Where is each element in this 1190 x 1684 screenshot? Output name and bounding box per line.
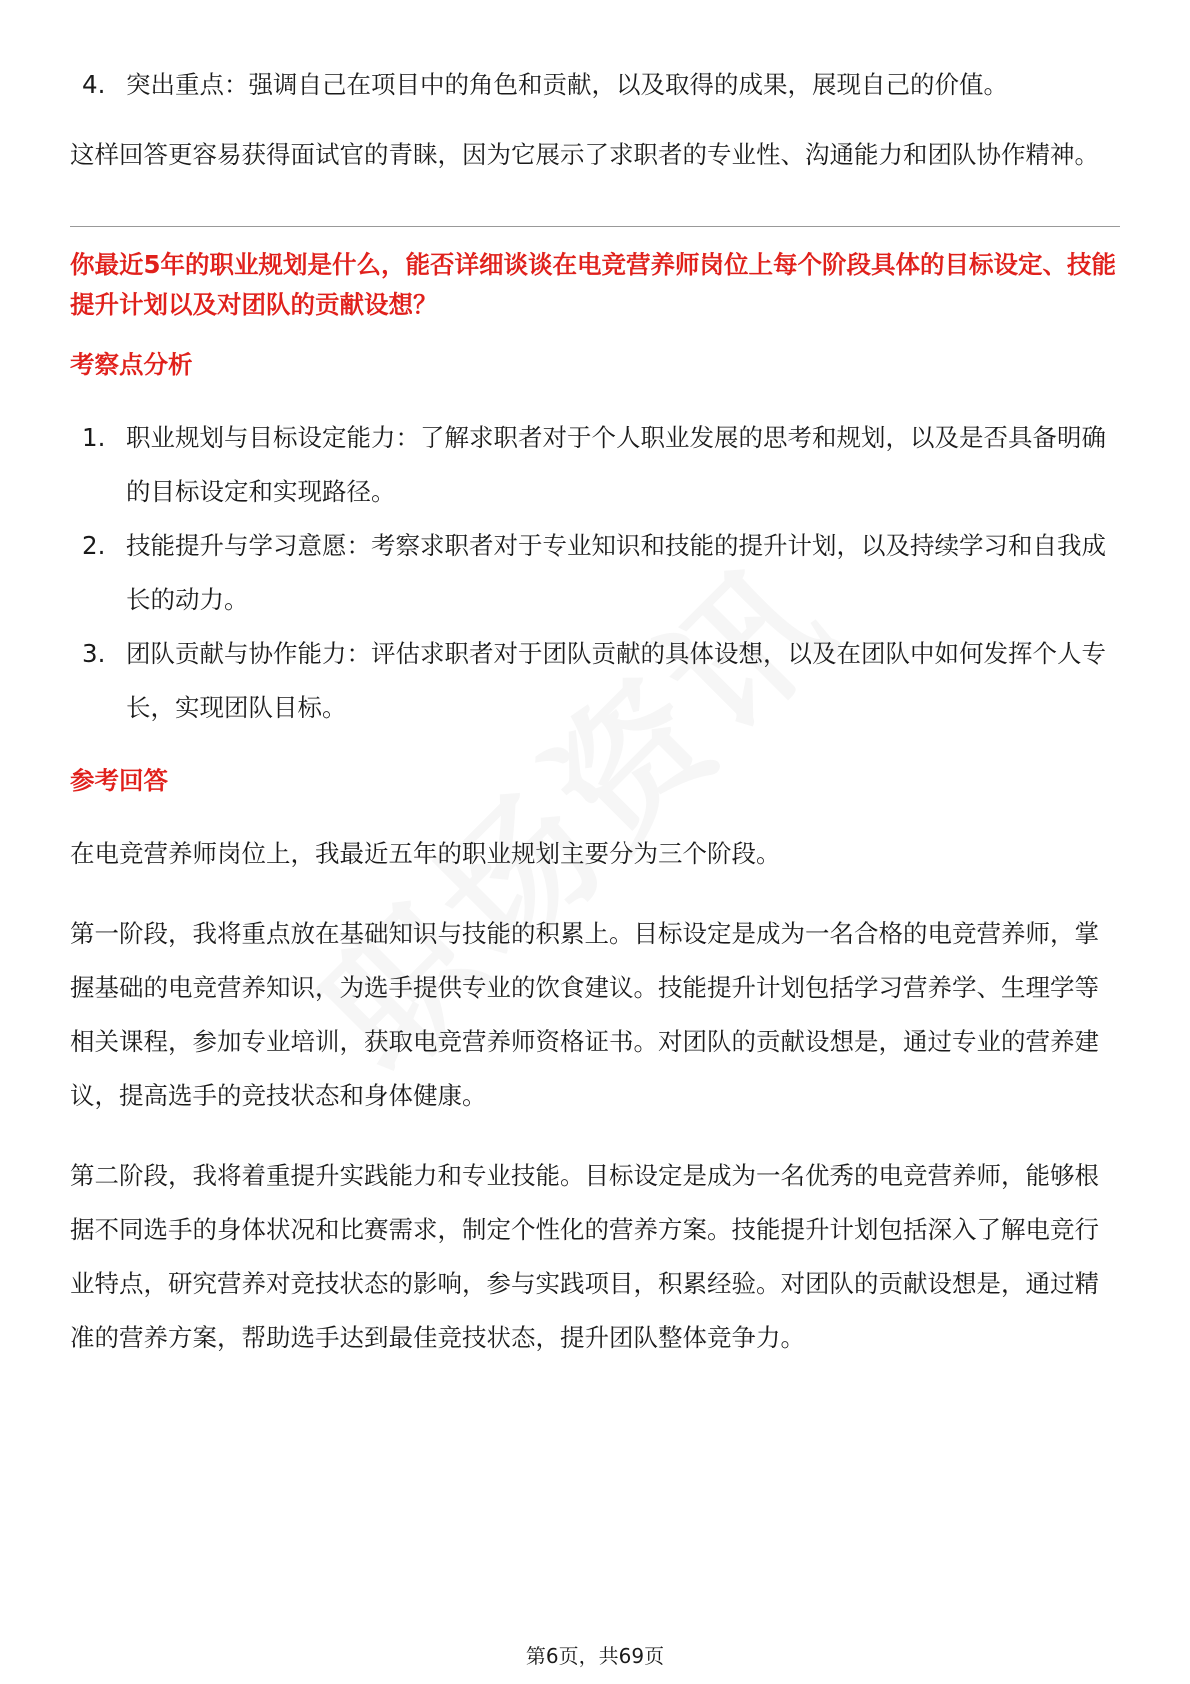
analysis-title: 考察点分析 (70, 350, 193, 379)
page-content (70, 58, 1120, 1365)
answer-paragraph: 第一阶段，我将重点放在基础知识与技能的积累上。目标设定是成为一名合格的电竞营养师，掌握基础的电竞营养知识，为选手提供专业的饮食建议。技能提升计划包括学习营养学、生理学等相关课程，参加专业培训，获取电竞营养师资格证书。对团队的贡献设想是，通过专业的营养建议，提高选手的竞技状态和身体健康。 (70, 919, 1099, 1110)
list-number: 1. (82, 423, 106, 452)
list-item (70, 627, 1120, 735)
list-text: 突出重点：强调自己在项目中的角色和贡献，以及取得的成果，展现自己的价值。 (126, 70, 1008, 99)
page-footer: 第6页，共69页 (525, 1644, 665, 1668)
list-number: 2. (82, 531, 106, 560)
answer-title: 参考回答 (70, 766, 168, 795)
top-list (70, 58, 1120, 112)
list-number: 4. (82, 70, 106, 99)
summary-paragraph: 这样回答更容易获得面试官的青睐，因为它展示了求职者的专业性、沟通能力和团队协作精神。 (70, 140, 1099, 169)
list-text: 职业规划与目标设定能力：了解求职者对于个人职业发展的思考和规划，以及是否具备明确的目标设定和实现路径。 (126, 423, 1106, 506)
list-item (70, 58, 1120, 112)
list-item (70, 519, 1120, 627)
question-heading: 你最近5年的职业规划是什么，能否详细谈谈在电竞营养师岗位上每个阶段具体的目标设定、技能提升计划以及对团队的贡献设想？ (70, 250, 1117, 319)
answer-paragraph: 第二阶段，我将着重提升实践能力和专业技能。目标设定是成为一名优秀的电竞营养师，能够根据不同选手的身体状况和比赛需求，制定个性化的营养方案。技能提升计划包括深入了解电竞行业特点，研究营养对竞技状态的影响，参与实践项目，积累经验。对团队的贡献设想是，通过精准的营养方案，帮助选手达到最佳竞技状态，提升团队整体竞争力。 (70, 1161, 1099, 1352)
answer-paragraph: 在电竞营养师岗位上，我最近五年的职业规划主要分为三个阶段。 (70, 839, 781, 868)
section-divider (70, 226, 1120, 227)
list-item (70, 411, 1120, 519)
list-text: 技能提升与学习意愿：考察求职者对于专业知识和技能的提升计划，以及持续学习和自我成长的动力。 (126, 531, 1106, 614)
list-text: 团队贡献与协作能力：评估求职者对于团队贡献的具体设想，以及在团队中如何发挥个人专长，实现团队目标。 (126, 639, 1106, 722)
list-number: 3. (82, 639, 106, 668)
analysis-list (70, 411, 1120, 735)
